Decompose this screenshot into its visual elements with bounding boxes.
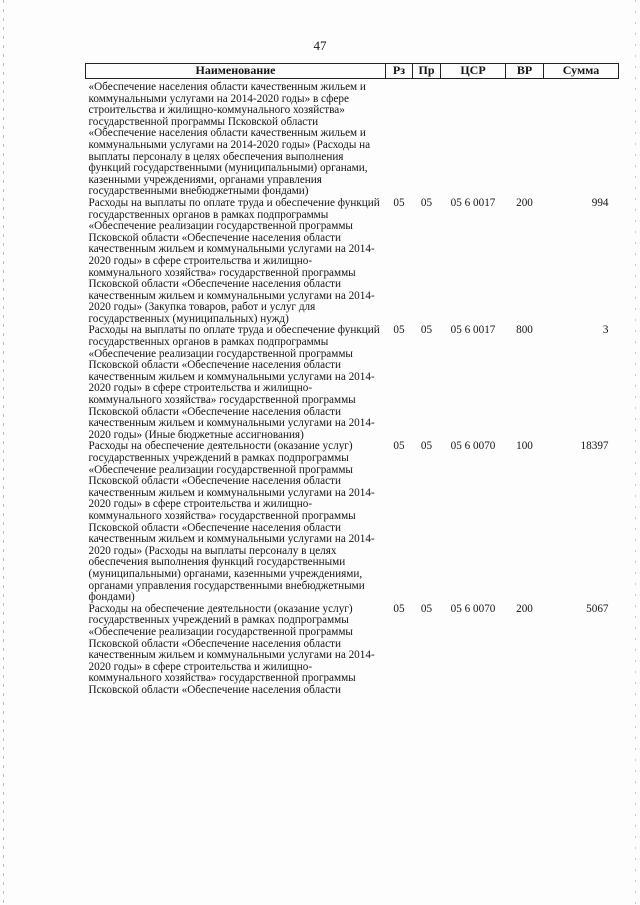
row-csr: 05 6 0070 bbox=[450, 440, 496, 453]
row-pr: 05 bbox=[420, 602, 433, 615]
row-sum: 18397 bbox=[580, 440, 609, 453]
row-rz: 05 bbox=[393, 440, 405, 453]
row-pr: 05 bbox=[420, 440, 433, 453]
table-row bbox=[86, 441, 619, 603]
table-row bbox=[86, 198, 619, 326]
row-rz: 05 bbox=[393, 196, 405, 209]
table-row bbox=[86, 79, 619, 198]
row-vr: 100 bbox=[516, 440, 533, 453]
table-row bbox=[86, 604, 619, 697]
row-csr: 05 6 0017 bbox=[450, 196, 496, 209]
row-name: «Обеспечение населения области качественным жильем и коммунальными услугами на 2014-2020 годы» в сфере строительства и жилищно-коммунального хозяйства» государственной программы Псковской области «Обеспечение населения области качественным жильем и коммунальными услугами на 2014-2020 годы» (Расходы на выплаты персоналу в целях обеспечения выполнения функций государственными (муниципальными) органами, казенными учреждениями, органами управления государственными внебюджетными фондами) bbox=[88, 81, 371, 198]
row-csr: 05 6 0070 bbox=[450, 602, 496, 615]
header-vr: ВР bbox=[506, 64, 544, 79]
table-row bbox=[86, 325, 619, 441]
header-rz: Рз bbox=[386, 64, 413, 79]
row-sum bbox=[544, 79, 619, 198]
budget-table bbox=[85, 63, 619, 696]
scan-edge-left bbox=[3, 0, 4, 905]
row-vr: 200 bbox=[516, 602, 533, 615]
scan-edge-right bbox=[635, 0, 636, 905]
row-vr: 800 bbox=[516, 324, 533, 337]
row-pr bbox=[413, 79, 441, 198]
row-vr: 200 bbox=[516, 196, 533, 209]
row-sum: 3 bbox=[602, 324, 609, 337]
row-sum: 994 bbox=[591, 196, 609, 209]
row-csr bbox=[441, 79, 506, 198]
row-pr: 05 bbox=[420, 196, 433, 209]
row-name: Расходы на выплаты по оплате труда и обеспечение функций государственных органов в рамках подпрограммы «Обеспечение реализации государственной программы Псковской области «Обеспечение населения области качественным жильем и коммунальными услугами на 2014-2020 годы» в сфере строительства и жилищно-коммунального хозяйства» государственной программы Псковской области «Обеспечение населения области качественным жильем и коммунальными услугами на 2014-2020 годы» (Иные бюджетные ассигнования) bbox=[88, 324, 380, 441]
row-rz bbox=[386, 79, 413, 198]
header-name: Наименование bbox=[86, 64, 386, 79]
header-pr: Пр bbox=[413, 64, 441, 79]
row-rz: 05 bbox=[393, 324, 405, 337]
row-name: Расходы на обеспечение деятельности (оказание услуг) государственных учреждений в рамках подпрограммы «Обеспечение реализации государственной программы Псковской области «Обеспечение населения области качественным жильем и коммунальными услугами на 2014-2020 годы» в сфере строительства и жилищно-коммунального хозяйства» государственной программы Псковской области «Обеспечение населения области bbox=[88, 602, 375, 696]
row-vr bbox=[506, 79, 544, 198]
row-sum: 5067 bbox=[586, 602, 609, 615]
table-header bbox=[86, 64, 619, 79]
row-name: Расходы на обеспечение деятельности (оказание услуг) государственных учреждений в рамках подпрограммы «Обеспечение реализации государственной программы Псковской области «Обеспечение населения области качественным жильем и коммунальными услугами на 2014-2020 годы» в сфере строительства и жилищно-коммунального хозяйства» государственной программы Псковской области «Обеспечение населения области качественным жильем и коммунальными услугами на 2014-2020 годы» (Расходы на выплаты персоналу в целях обеспечения выполнения функций государственными (муниципальными) органами, казенными учреждениями, органами управления государственными внебюджетными фондами) bbox=[88, 440, 375, 604]
row-csr: 05 6 0017 bbox=[450, 324, 496, 337]
header-csr: ЦСР bbox=[441, 64, 506, 79]
header-sum: Сумма bbox=[544, 64, 619, 79]
row-pr: 05 bbox=[420, 324, 433, 337]
page-number: 47 bbox=[313, 38, 327, 53]
row-rz: 05 bbox=[393, 602, 405, 615]
row-name: Расходы на выплаты по оплате труда и обеспечение функций государственных органов в рамках подпрограммы «Обеспечение реализации государственной программы Псковской области «Обеспечение населения области качественным жильем и коммунальными услугами на 2014-2020 годы» в сфере строительства и жилищно-коммунального хозяйства» государственной программы Псковской области «Обеспечение населения области качественным жильем и коммунальными услугами на 2014-2020 годы» (Закупка товаров, работ и услуг для государственных (муниципальных) нужд) bbox=[88, 196, 380, 325]
